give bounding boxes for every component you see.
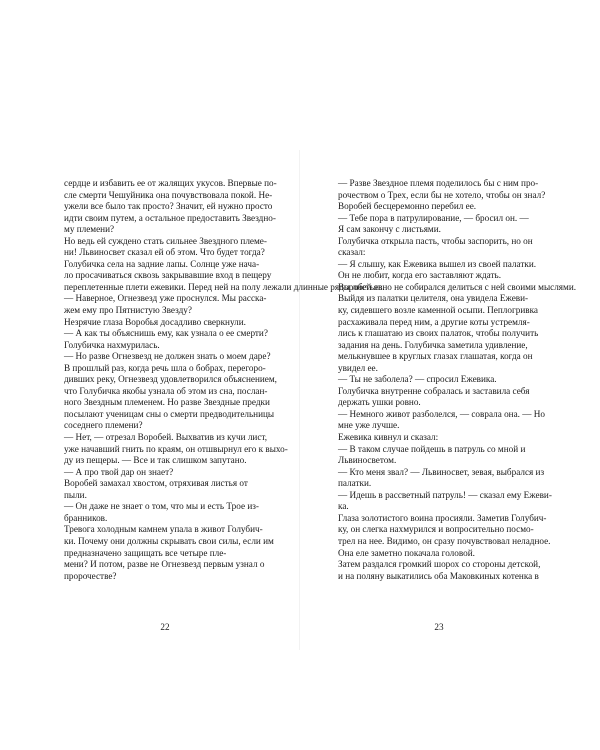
text-line: мени? И потом, разве не Огнезвезд первым узнал о <box>64 559 265 570</box>
text-line: му племени? <box>64 224 115 235</box>
text-line: Глаза золотистого воина просияли. Заметив Голубич- <box>338 512 547 523</box>
text-line: ду из пещеры. — Все и так слишком запутано. <box>64 455 247 466</box>
text-line: ного Звездным племенем. Но разве Звездные предки <box>64 397 270 408</box>
text-line: соседнего племени? <box>64 420 143 431</box>
text-line: жем ему про Пятнистую Звезду? <box>64 305 192 316</box>
text-line: Воробей бесцеремонно перебил ее. <box>338 201 477 212</box>
text-line: — Идешь в рассветный патруль! — сказал ему Ежеви- <box>338 489 552 500</box>
text-line: ки. Почему они должны скрывать свои силы, если им <box>64 535 274 546</box>
text-line: Голубичка внутренне собралась и заставила себя <box>338 385 530 396</box>
text-line: Тревога холодным камнем упала в живот Голубич- <box>64 524 263 535</box>
text-line: ни! Львиносвет сказал ей об этом. Что будет тогда? <box>64 247 265 258</box>
text-line: — Я слышу, как Ежевика вышел из своей палатки. <box>338 258 537 269</box>
text-line: — Но разве Огнезвезд не должен знать о моем даре? <box>64 351 271 362</box>
right-page-text <box>338 178 577 582</box>
text-line: В прошлый раз, когда речь шла о бобрах, перегоро- <box>64 362 266 373</box>
text-line: Львиносветом. <box>338 455 397 466</box>
text-line: — Он даже не знает о том, что мы и есть Трое из- <box>64 501 259 512</box>
text-line: Затем раздался громкий шорох со стороны детской, <box>338 559 541 570</box>
text-line: Но ведь ей суждено стать сильнее Звездного племе- <box>64 235 267 246</box>
text-line: Голубичка нахмурилась. <box>64 339 160 350</box>
text-line: бранников. <box>64 512 108 523</box>
text-line: ка. <box>338 501 349 512</box>
text-line: посылают ученицам сны о смерти предводительницы <box>64 408 275 419</box>
text-line: — Тебе пора в патрулирование, — бросил он. — <box>338 212 529 223</box>
text-line: и на поляну выкатились оба Маковкиных котенка в <box>338 570 539 581</box>
text-line: ло просачиваться сквозь закрывавшие вход в пещеру <box>64 270 272 281</box>
text-line: рочеством о Трех, если бы не хотело, чтобы он знал? <box>338 189 546 200</box>
text-line: переплетенные плети ежевики. Перед ней на полу лежали длинные ряды листьев. <box>64 281 385 292</box>
text-line: палатки. <box>338 478 372 489</box>
right-page <box>300 0 600 750</box>
text-line: идти своим путем, а остальное предоставить Звездно- <box>64 212 276 223</box>
text-line: пророчестве? <box>64 570 117 581</box>
text-line: предназначено защищать все четыре пле- <box>64 547 227 558</box>
text-line: — Разве Звездное племя поделилось бы с ним про- <box>338 178 539 188</box>
text-line: Голубичка села на задние лапы. Солнце уже нача- <box>64 258 260 269</box>
text-line: уже начавший гнить по краям, он отшвырнул его к выхо- <box>64 443 288 454</box>
text-line: трел на нее. Видимо, он сразу почувствовал неладное. <box>338 535 551 546</box>
text-line: лись к глашатаю из своих палаток, чтобы получить <box>338 328 539 339</box>
text-line: расхаживала перед ним, а другие коты устремля- <box>338 316 530 327</box>
text-line: Я сам закончу с листьями. <box>338 224 441 235</box>
text-line: — Ты не заболела? — спросил Ежевика. <box>338 374 497 385</box>
text-line: мне уже лучше. <box>338 420 400 431</box>
text-line: Воробей замахал хвостом, отряхивая листья от <box>64 478 248 489</box>
text-line: Она еле заметно покачала головой. <box>338 547 475 558</box>
text-line: держать ушки ровно. <box>338 397 421 408</box>
text-line: — Нет, — отрезал Воробей. Выхватив из кучи лист, <box>64 432 268 443</box>
text-line: ку, он слегка нахмурился и вопросительно посмо- <box>338 524 534 535</box>
text-line: ужели все было так просто? Значит, ей нужно просто <box>64 201 273 212</box>
text-line: увидел ее. <box>338 362 378 373</box>
text-line: Выйдя из палатки целителя, она увидела Ежеви- <box>338 293 529 304</box>
text-line: сле смерти Чешуйника она почувствовала покой. Не- <box>64 189 273 200</box>
text-line: Незрячие глаза Воробья досадливо сверкнули. <box>64 316 246 327</box>
text-line: ку, сидевшего возле каменной осыпи. Пеплогривка <box>338 305 538 316</box>
text-line: — А как ты объяснишь ему, как узнала о ее смерти? <box>64 328 268 339</box>
text-line: Ежевика кивнул и сказал: <box>338 432 439 443</box>
text-line: дивших реку, Огнезвезд удовлетворился объяснением, <box>64 374 277 385</box>
text-line: — Немного живот разболелся, — соврала она. — Но <box>338 408 545 419</box>
left-page-number: 22 <box>160 622 170 632</box>
text-line: мелькнувшее в круглых глазах глашатая, когда он <box>338 351 533 362</box>
text-line: задания на день. Голубичка заметила удивление, <box>338 339 528 350</box>
text-line: сказал: <box>338 247 366 258</box>
text-line: — Наверное, Огнезвезд уже проснулся. Мы расска- <box>64 293 267 304</box>
text-line: сердце и избавить ее от жалящих укусов. Впервые по- <box>64 178 277 188</box>
text-line: Воробей явно не собирался делиться с ней своими мыслями. <box>338 281 577 292</box>
text-line: Голубичка открыла пасть, чтобы заспорить, но он <box>338 235 533 246</box>
text-line: что Голубичка якобы узнала об этом из сна, послан- <box>64 385 268 396</box>
text-line: — В таком случае пойдешь в патруль со мной и <box>338 443 526 454</box>
text-line: — Кто меня звал? — Львиносвет, зевая, выбрался из <box>338 466 545 477</box>
text-line: пыли. <box>64 489 87 500</box>
text-line: — А про твой дар он знает? <box>64 466 174 477</box>
text-line: Он не любит, когда его заставляют ждать. <box>338 270 501 281</box>
right-page-number: 23 <box>434 622 444 632</box>
